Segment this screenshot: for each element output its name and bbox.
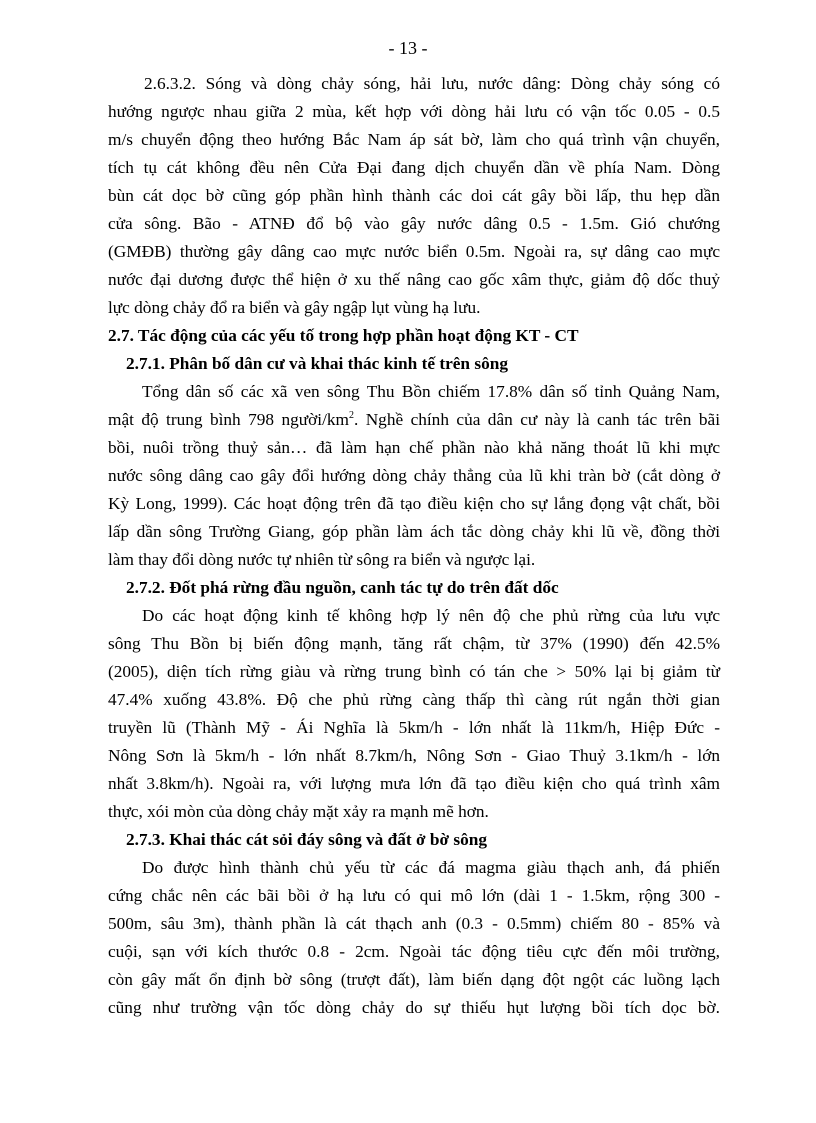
text-line: 47.4% xuống 43.8%. Độ che phủ rừng càng thấp thì càng rút ngắn thời gian	[108, 690, 720, 709]
text-line: tích tụ cát không đều nên Cửa Đại đang dịch chuyển dần về phía Nam. Dòng	[108, 158, 720, 177]
superscript: 2	[348, 410, 354, 421]
section-2-6-3-2-paragraph	[108, 70, 720, 322]
text-line: bùn cát dọc bờ cũng góp phần hình thành các doi cát gây bồi lấp, thu hẹp dần	[108, 186, 720, 205]
page-body	[108, 70, 720, 1022]
page-number: - 13 -	[388, 38, 428, 58]
text-line: cũng như trường vận tốc dòng chảy do sự thiếu hụt lượng bồi tích dọc bờ.	[108, 998, 720, 1017]
text-span: . Nghề chính của dân cư này là canh tác trên bãi	[353, 410, 720, 429]
text-line: lấp dần sông Trường Giang, góp phần làm ách tắc dòng chảy khi lũ về, đồng thời	[108, 522, 720, 541]
text-line: bồi, nuôi trồng thuỷ sản… đã làm hạn chế phần nào khả năng thoát lũ khi mực	[108, 438, 720, 457]
text-line	[108, 406, 720, 434]
section-2-7-2-paragraph	[108, 602, 720, 826]
text-line: m/s chuyển động theo hướng Bắc Nam áp sát bờ, làm cho quá trình vận chuyển,	[108, 130, 720, 149]
text-line: Kỳ Long, 1999). Các hoạt động trên đã tạo điều kiện cho sự lắng đọng vật chất, bồi	[108, 494, 720, 513]
section-heading-2-7: 2.7. Tác động của các yếu tố trong hợp phần hoạt động KT - CT	[108, 326, 579, 345]
text-line: cuội, sạn với kích thước 0.8 - 2cm. Ngoài tác động tiêu cực đến môi trường,	[108, 942, 720, 961]
text-line: (GMĐB) thường gây dâng cao mực nước biển 0.5m. Ngoài ra, sự dâng cao mực	[108, 242, 720, 261]
text-span: mật độ trung bình 798 người/km	[108, 410, 349, 429]
text-line: lực dòng chảy đổ ra biển và gây ngập lụt vùng hạ lưu.	[108, 298, 481, 317]
text-line: nước sông dâng cao gây đổi hướng dòng chảy thẳng của lũ khi tràn bờ (cắt dòng ở	[108, 466, 720, 485]
section-heading-2-7-3: 2.7.3. Khai thác cát sỏi đáy sông và đất ở bờ sông	[126, 830, 487, 849]
text-line: (2005), diện tích rừng giàu và rừng trung bình có tán che > 50% lại bị giảm từ	[108, 662, 720, 681]
text-line: Tổng dân số các xã ven sông Thu Bồn chiếm 17.8% dân số tỉnh Quảng Nam,	[142, 382, 720, 401]
text-line: sông Thu Bồn bị biến động mạnh, tăng rất chậm, từ 37% (1990) đến 42.5%	[108, 634, 720, 653]
text-line: còn gây mất ổn định bờ sông (trượt đất), làm biến dạng đột ngột các luồng lạch	[108, 970, 720, 989]
text-line: nhất 3.8km/h). Ngoài ra, với lượng mưa lớn đã tạo điều kiện cho quá trình xâm	[108, 774, 720, 793]
section-2-7-1-paragraph	[108, 378, 720, 574]
text-line: Do được hình thành chủ yếu từ các đá magma giàu thạch anh, đá phiến	[142, 858, 720, 877]
text-line: 500m, sâu 3m), thành phần là cát thạch anh (0.3 - 0.5mm) chiếm 80 - 85% và	[108, 914, 720, 933]
text-line: cửa sông. Bão - ATNĐ đổ bộ vào gây nước dâng 0.5 - 1.5m. Gió chướng	[108, 214, 720, 233]
section-heading-2-7-1: 2.7.1. Phân bố dân cư và khai thác kinh tế trên sông	[126, 354, 508, 373]
text-line: Do các hoạt động kinh tế không hợp lý nên độ che phủ rừng của lưu vực	[142, 606, 720, 625]
text-line: Nông Sơn là 5km/h - lớn nhất 8.7km/h, Nông Sơn - Giao Thuỷ 3.1km/h - lớn	[108, 746, 720, 765]
text-line: làm thay đổi dòng nước tự nhiên từ sông ra biển và ngược lại.	[108, 550, 536, 569]
section-2-7-3-paragraph	[108, 854, 720, 1022]
section-heading-2-7-2: 2.7.2. Đốt phá rừng đầu nguồn, canh tác tự do trên đất dốc	[126, 578, 559, 597]
text-line: cứng chắc nên các bãi bồi ở hạ lưu có qui mô lớn (dài 1 - 1.5km, rộng 300 -	[108, 886, 720, 905]
text-line: truyền lũ (Thành Mỹ - Ái Nghĩa là 5km/h - lớn nhất là 11km/h, Hiệp Đức -	[108, 718, 720, 737]
text-line: nước đại dương được thể hiện ở xu thế nâng cao gốc xâm thực, giảm độ dốc thuỷ	[108, 270, 720, 289]
text-line: hướng ngược nhau giữa 2 mùa, kết hợp với dòng hải lưu có vận tốc 0.05 - 0.5	[108, 102, 720, 121]
text-line: 2.6.3.2. Sóng và dòng chảy sóng, hải lưu, nước dâng: Dòng chảy sóng có	[144, 74, 720, 93]
text-line: thực, xói mòn của dòng chảy mặt xảy ra mạnh mẽ hơn.	[108, 802, 489, 821]
